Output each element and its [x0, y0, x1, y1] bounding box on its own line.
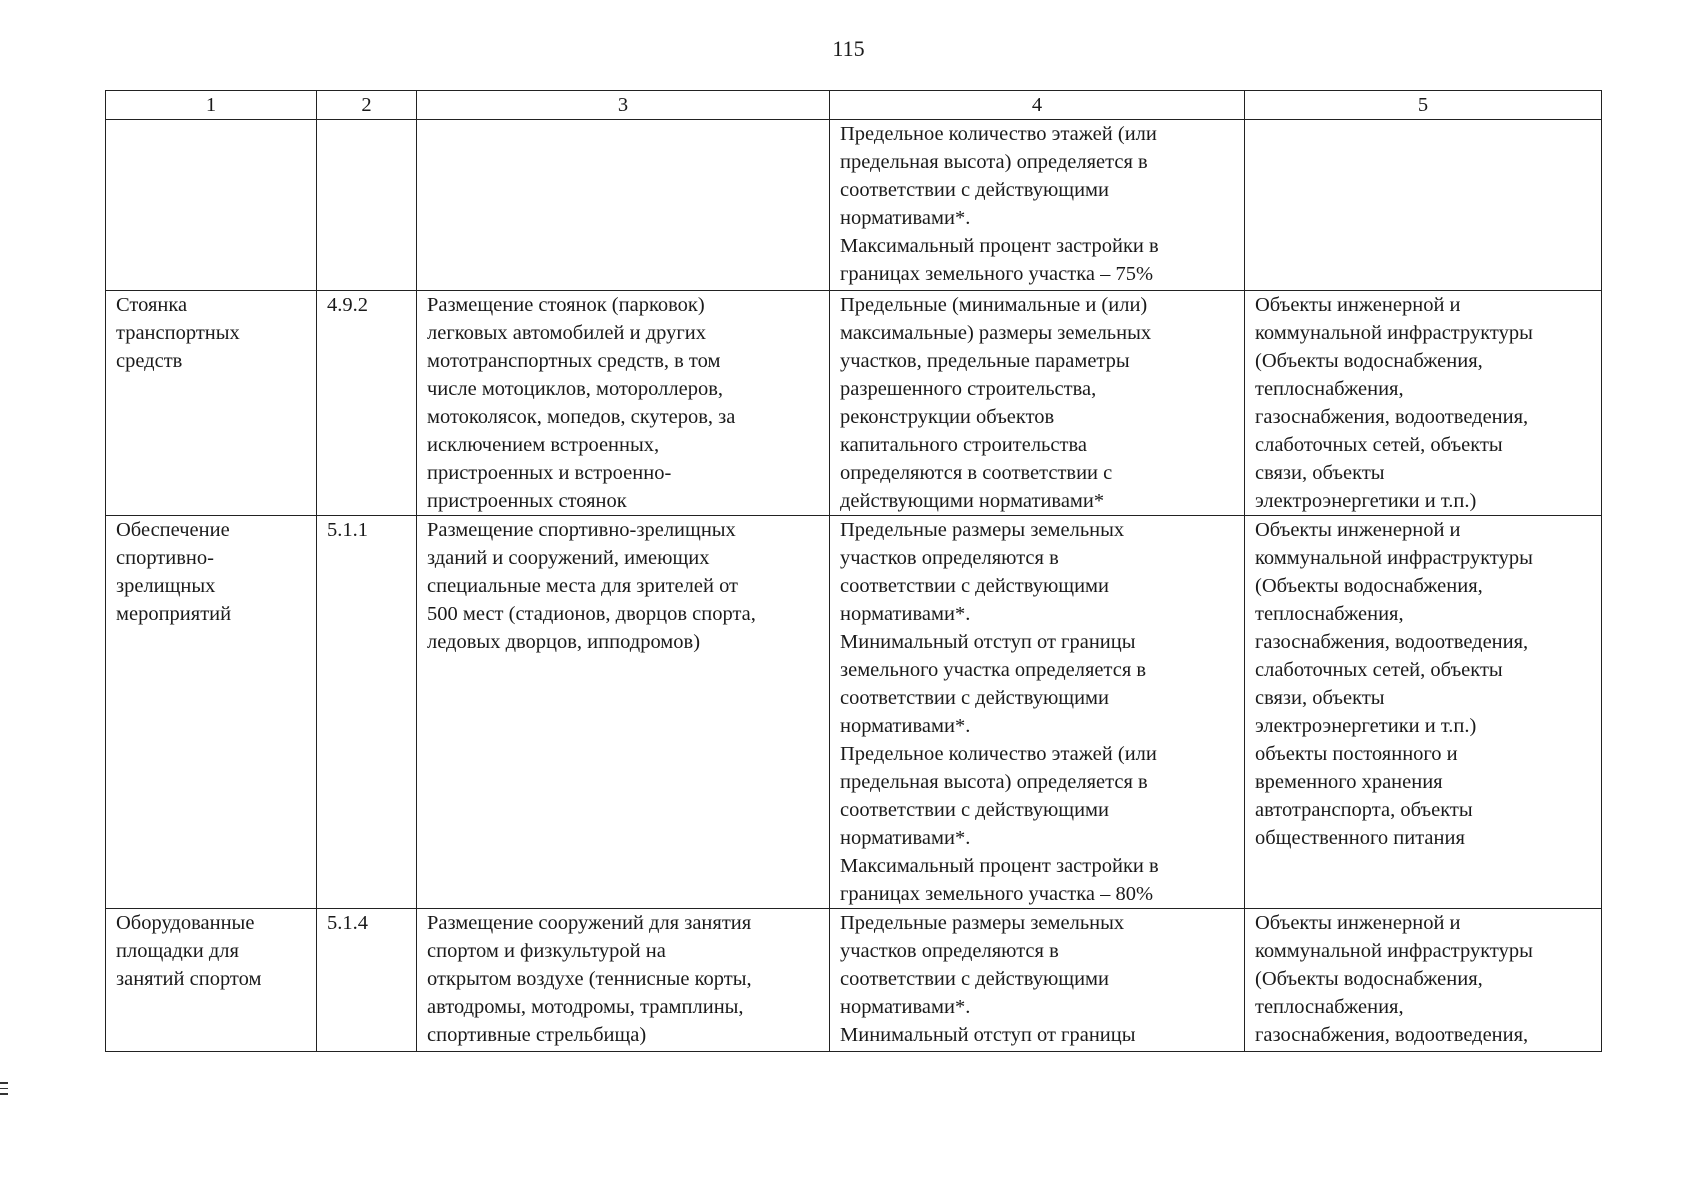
- table-row: [106, 516, 1602, 909]
- page-number: 115: [832, 36, 865, 61]
- cell-use-code: 5.1.4: [317, 909, 417, 1052]
- cell-limit-parameters: Предельные (минимальные и (или) максимальные) размеры земельных участков, предельные параметры разрешенного строительства, реконструкции объектов капитального строительства определяются в соответствии с действующими нормативами*: [830, 291, 1245, 516]
- header-row: [106, 91, 1602, 120]
- header-col-3: 3: [417, 91, 830, 120]
- cell-auxiliary-uses: [1245, 120, 1602, 291]
- header-col-5: 5: [1245, 91, 1602, 120]
- cell-use-description: Размещение спортивно-зрелищных зданий и сооружений, имеющих специальные места для зрителей от 500 мест (стадионов, дворцов спорта, ледовых дворцов, ипподромов): [417, 516, 830, 909]
- cell-use-description: [417, 120, 830, 291]
- land-use-table: [105, 90, 1602, 1052]
- cell-auxiliary-uses: Объекты инженерной и коммунальной инфраструктуры (Объекты водоснабжения, теплоснабжения, газоснабжения, водоотведения,: [1245, 909, 1602, 1052]
- cell-auxiliary-uses: Объекты инженерной и коммунальной инфраструктуры (Объекты водоснабжения, теплоснабжения, газоснабжения, водоотведения, слаботочных сетей, объекты связи, объекты электроэнергетики и т.п.) объекты постоянного и временного хранения автотранспорта, объекты общественного питания: [1245, 516, 1602, 909]
- cell-use-name: Стоянка транспортных средств: [106, 291, 317, 516]
- cell-use-code: [317, 120, 417, 291]
- cell-use-description: Размещение стоянок (парковок) легковых автомобилей и других мототранспортных средств, в том числе мотоциклов, мотороллеров, мотоколясок, мопедов, скутеров, за исключением встроенных, пристроенных и встроенно- пристроенных стоянок: [417, 291, 830, 516]
- cell-use-code: 5.1.1: [317, 516, 417, 909]
- cell-use-description: Размещение сооружений для занятия спортом и физкультурой на открытом воздухе (теннисные корты, автодромы, мотодромы, трамплины, спортивные стрельбища): [417, 909, 830, 1052]
- table-body: [106, 120, 1602, 1052]
- table-row: [106, 909, 1602, 1052]
- cell-use-name: Оборудованные площадки для занятий спортом: [106, 909, 317, 1052]
- header-col-1: 1: [106, 91, 317, 120]
- table-row: [106, 120, 1602, 291]
- cell-use-name: [106, 120, 317, 291]
- cell-limit-parameters: Предельные размеры земельных участков определяются в соответствии с действующими нормативами*. Минимальный отступ от границы земельного участка определяется в соответствии с действующими нормативами*. Предельное количество этажей (или предельная высота) определяется в соответствии с действующими нормативами*. Максимальный процент застройки в границах земельного участка – 80%: [830, 516, 1245, 909]
- cell-limit-parameters: Предельное количество этажей (или предельная высота) определяется в соответствии с действующими нормативами*. Максимальный процент застройки в границах земельного участка – 75%: [830, 120, 1245, 291]
- table-row: [106, 291, 1602, 516]
- header-col-4: 4: [830, 91, 1245, 120]
- cell-use-code: 4.9.2: [317, 291, 417, 516]
- table-header: [106, 91, 1602, 120]
- cell-auxiliary-uses: Объекты инженерной и коммунальной инфраструктуры (Объекты водоснабжения, теплоснабжения, газоснабжения, водоотведения, слаботочных сетей, объекты связи, объекты электроэнергетики и т.п.): [1245, 291, 1602, 516]
- cell-use-name: Обеспечение спортивно- зрелищных мероприятий: [106, 516, 317, 909]
- cell-limit-parameters: Предельные размеры земельных участков определяются в соответствии с действующими нормативами*. Минимальный отступ от границы: [830, 909, 1245, 1052]
- binding-margin-mark: [0, 1082, 8, 1096]
- header-col-2: 2: [317, 91, 417, 120]
